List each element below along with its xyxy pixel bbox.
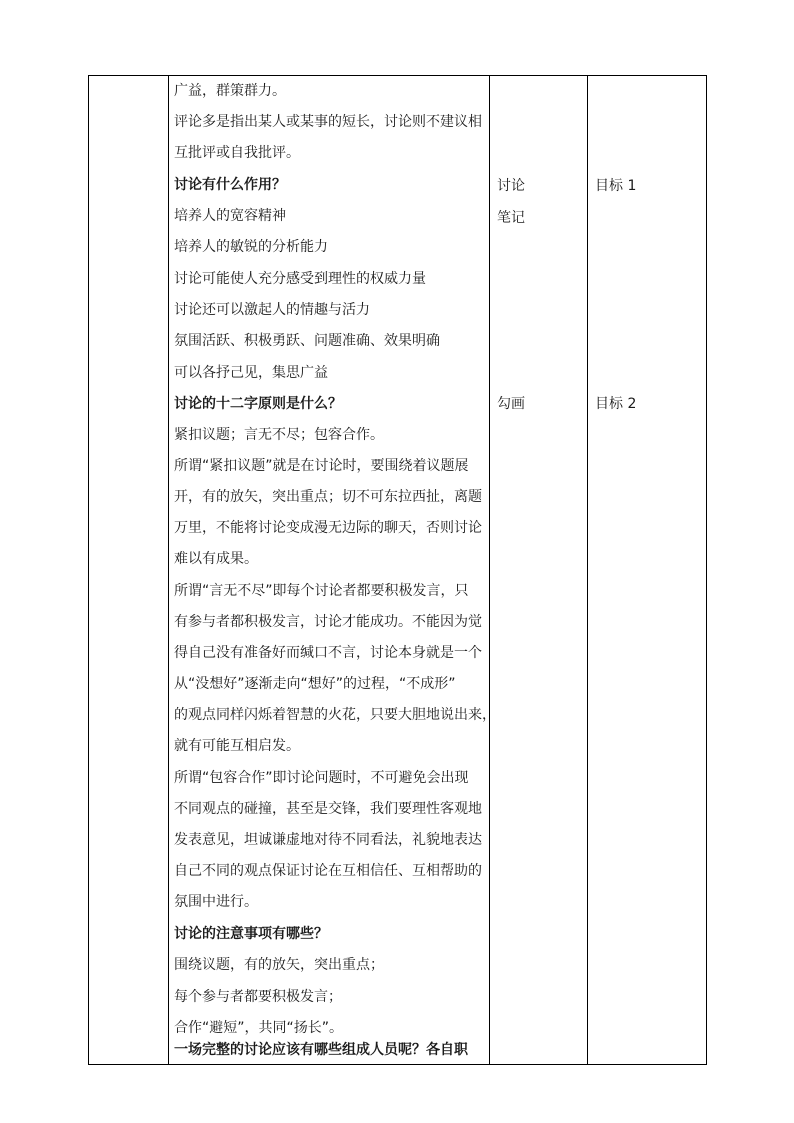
goal-2: 目标 2 (595, 396, 637, 412)
section-heading: 讨论的十二字原则是什么？ (174, 396, 342, 412)
column-divider-1 (168, 76, 169, 1064)
text-line: 有参与者都积极发言，讨论才能成功。不能因为觉 (174, 614, 482, 630)
text-line: 评论多是指出某人或某事的短长，讨论则不建议相 (174, 114, 482, 130)
text-line: 难以有成果。 (174, 551, 258, 567)
method-discuss: 讨论 (497, 178, 525, 194)
section-heading: 讨论的注意事项有哪些？ (174, 926, 328, 942)
text-line: 得自己没有准备好而缄口不言，讨论本身就是一个 (174, 645, 482, 661)
text-line: 发表意见，坦诚谦虚地对待不同看法，礼貌地表达 (174, 832, 482, 848)
section-heading: 一场完整的讨论应该有哪些组成人员呢？各自职 (174, 1042, 468, 1058)
method-mark: 勾画 (497, 396, 525, 412)
text-line: 就有可能互相启发。 (174, 738, 300, 754)
text-line: 广益，群策群力。 (174, 83, 286, 99)
text-line: 自己不同的观点保证讨论在互相信任、互相帮助的 (174, 863, 482, 879)
text-line: 开，有的放矢，突出重点；切不可东拉西扯，离题 (174, 489, 482, 505)
column-divider-3 (587, 76, 588, 1064)
lesson-table (88, 75, 707, 1065)
text-line: 氛围中进行。 (174, 894, 258, 910)
text-line: 氛围活跃、积极勇跃、问题准确、效果明确 (174, 333, 440, 349)
text-line: 互批评或自我批评。 (174, 145, 300, 161)
text-line: 所谓“包容合作”即讨论问题时，不可避免会出现 (174, 770, 469, 786)
text-line: 培养人的敏锐的分析能力 (174, 239, 328, 255)
column-divider-2 (489, 76, 490, 1064)
text-line: 讨论还可以激起人的情趣与活力 (174, 302, 370, 318)
text-line: 可以各抒己见，集思广益 (174, 365, 328, 381)
goal-1: 目标 1 (595, 178, 637, 194)
text-line: 的观点同样闪烁着智慧的火花，只要大胆地说出来， (174, 707, 496, 723)
text-line: 从“没想好”逐渐走向“想好”的过程，“不成形” (174, 676, 456, 692)
text-line: 培养人的宽容精神 (174, 208, 286, 224)
text-line: 不同观点的碰撞，甚至是交锋，我们要理性客观地 (174, 801, 482, 817)
section-heading: 讨论有什么作用？ (174, 177, 286, 193)
text-line: 紧扣议题；言无不尽；包容合作。 (174, 427, 384, 443)
text-line: 合作“避短”，共同“扬长”。 (174, 1020, 344, 1036)
text-line: 讨论可能使人充分感受到理性的权威力量 (174, 271, 426, 287)
text-line: 所谓“言无不尽”即每个讨论者都要积极发言，只 (174, 583, 469, 599)
method-notes: 笔记 (497, 210, 525, 226)
text-line: 所谓“紧扣议题”就是在讨论时，要围绕着议题展 (174, 458, 469, 474)
text-line: 每个参与者都要积极发言； (174, 989, 342, 1005)
text-line: 万里，不能将讨论变成漫无边际的聊天，否则讨论 (174, 520, 482, 536)
text-line: 围绕议题，有的放矢，突出重点； (174, 957, 384, 973)
